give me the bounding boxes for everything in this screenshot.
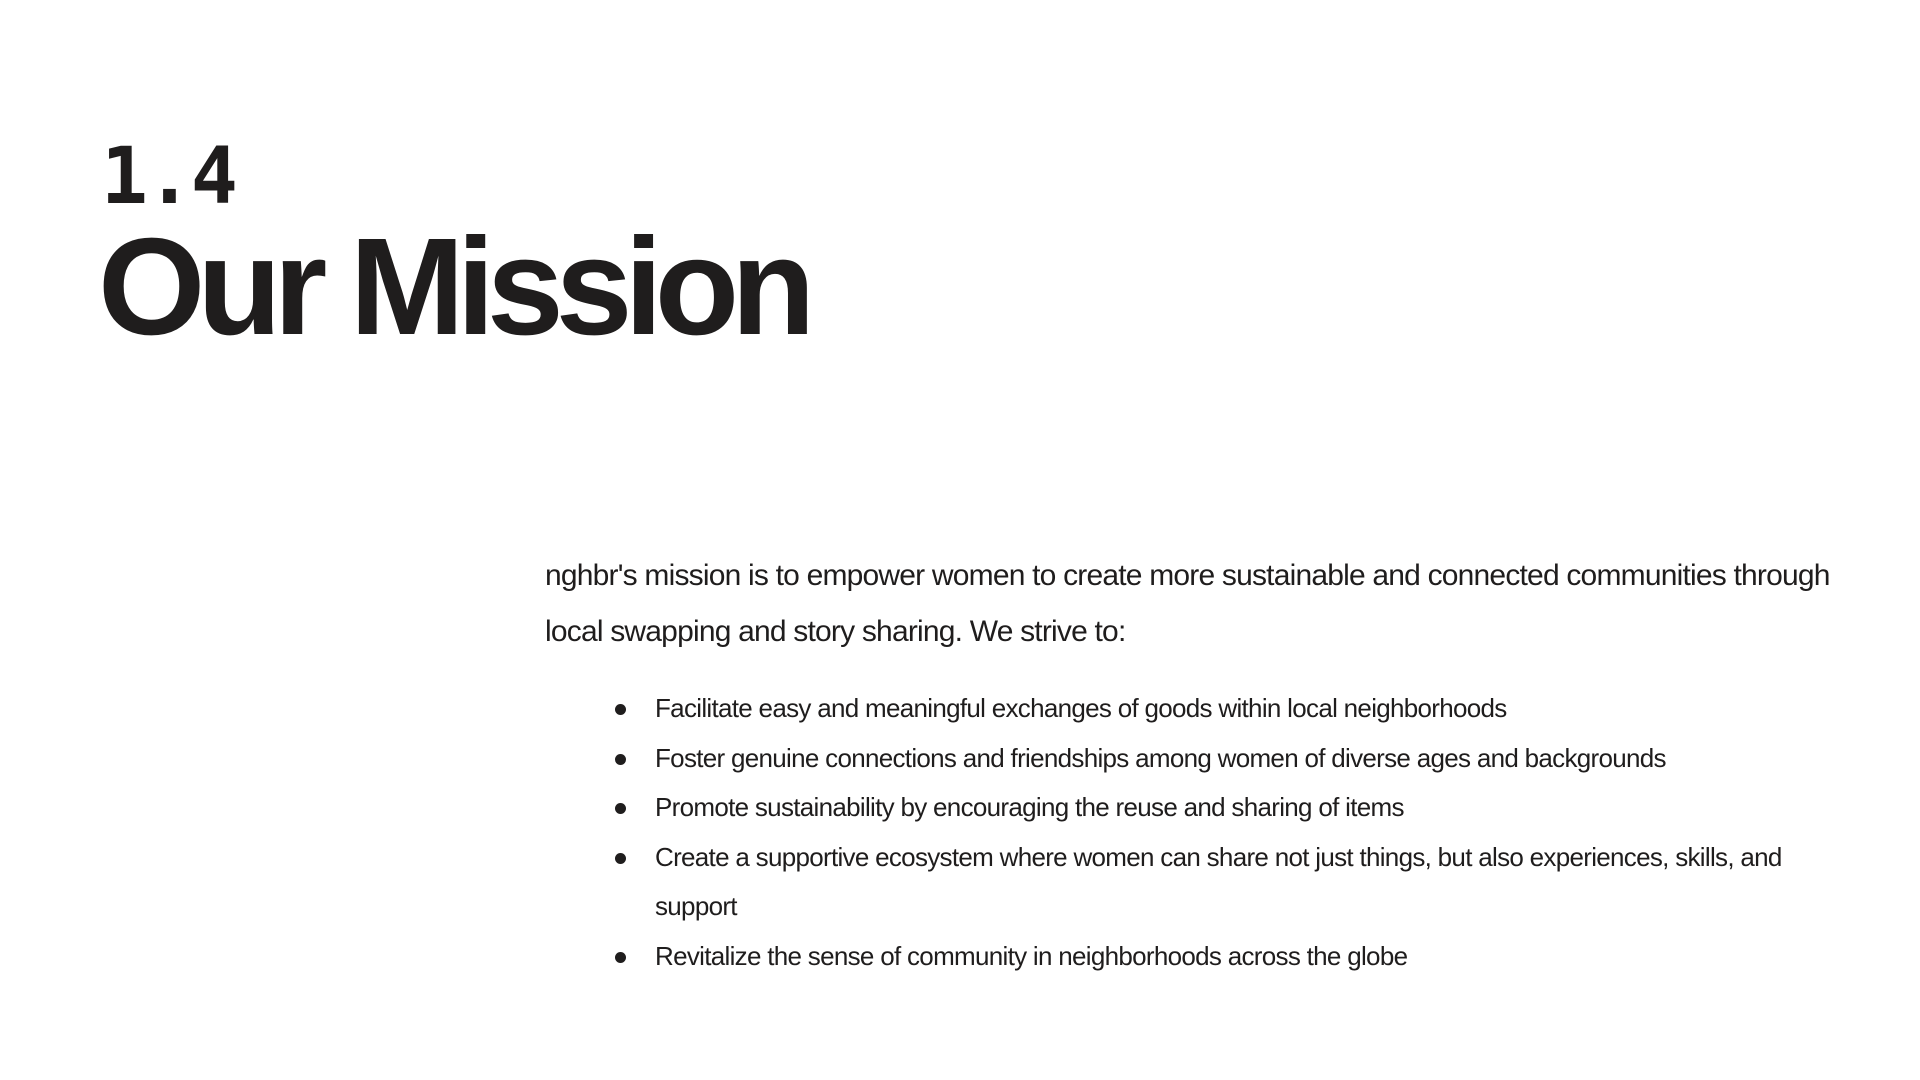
bullet-icon bbox=[615, 803, 626, 814]
goal-text: Revitalize the sense of community in neighborhoods across the globe bbox=[655, 940, 1408, 971]
list-item bbox=[615, 734, 1785, 784]
mission-intro: nghbr's mission is to empower women to create more sustainable and connected communities through local swapping and story sharing. We strive to: bbox=[545, 559, 1830, 648]
goal-text: Promote sustainability by encouraging the reuse and sharing of items bbox=[655, 792, 1404, 822]
list-item bbox=[615, 684, 1785, 734]
section-number: 1.4 bbox=[101, 132, 236, 222]
bullet-icon bbox=[615, 704, 626, 715]
goal-text: Foster genuine connections and friendships among women of diverse ages and backgrounds bbox=[655, 742, 1666, 773]
bullet-icon bbox=[615, 952, 626, 963]
list-item bbox=[615, 932, 1785, 982]
goal-text: Create a supportive ecosystem where women can share not just things, but also experiences, skills, and support bbox=[655, 841, 1782, 921]
list-item bbox=[615, 833, 1785, 932]
mission-content bbox=[545, 548, 1845, 981]
page-title: Our Mission bbox=[98, 210, 808, 364]
bullet-icon bbox=[615, 853, 626, 864]
bullet-icon bbox=[615, 754, 626, 765]
list-item bbox=[615, 783, 1785, 833]
goal-text: Facilitate easy and meaningful exchanges of goods within local neighborhoods bbox=[655, 693, 1507, 723]
mission-goals-list bbox=[545, 684, 1785, 981]
